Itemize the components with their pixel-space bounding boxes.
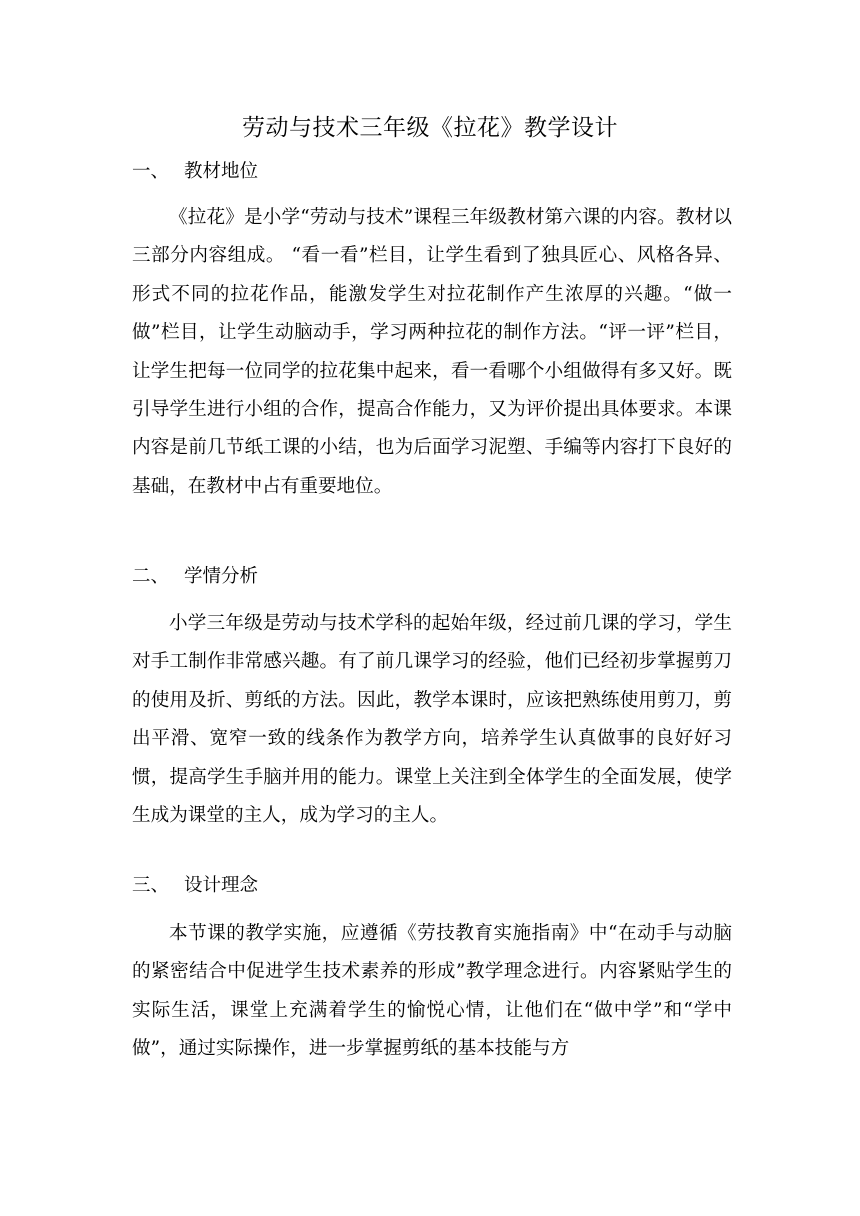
section-paragraph-3: 本节课的教学实施，应遵循《劳技教育实施指南》中“在动手与动脑的紧密结合中促进学生技术素养的形成”教学理念进行。内容紧贴学生的实际生活，课堂上充满着学生的愉悦心情，让他们在“做中学”和“学中做”，通过实际操作，进一步掌握剪纸的基本技能与方 (132, 923, 732, 1060)
section-heading-text-2: 学情分析 (184, 566, 259, 587)
section-heading-3 (132, 871, 258, 901)
section-paragraph-2: 小学三年级是劳动与技术学科的起始年级，经过前几课的学习，学生对手工制作非常感兴趣。有了前几课学习的经验，他们已经初步掌握剪刀的使用及折、剪纸的方法。因此，教学本课时，应该把熟练使用剪刀，剪出平滑、宽窄一致的线条作为教学方向，培养学生认真做事的良好好习惯，提高学生手脑并用的能力。课堂上关注到全体学生的全面发展，使学生成为课堂的主人，成为学习的主人。 (132, 613, 732, 827)
document-title: 劳动与技术三年级《拉花》教学设计 (242, 115, 618, 141)
section-heading-1 (132, 157, 258, 187)
section-paragraph-1: 《拉花》是小学“劳动与技术”课程三年级教材第六课的内容。教材以三部分内容组成。 “看一看”栏目，让学生看到了独具匠心、风格各异、形式不同的拉花作品，能激发学生对拉花制作产生浓厚的兴趣。“做一做”栏目，让学生动脑动手，学习两种拉花的制作方法。“评一评”栏目，让学生把每一位同学的拉花集中起来，看一看哪个小组做得有多又好。既引导学生进行小组的合作，提高合作能力，又为评价提出具体要求。本课内容是前几节纸工课的小结，也为后面学习泥塑、手编等内容打下良好的基础，在教材中占有重要地位。 (132, 207, 732, 497)
section-number-1: 一、 (132, 161, 170, 182)
section-heading-text-3: 设计理念 (184, 875, 259, 896)
section-number-2: 二、 (132, 566, 170, 587)
section-heading-text-1: 教材地位 (184, 161, 259, 182)
section-number-3: 三、 (132, 875, 170, 896)
section-heading-2 (132, 562, 258, 592)
